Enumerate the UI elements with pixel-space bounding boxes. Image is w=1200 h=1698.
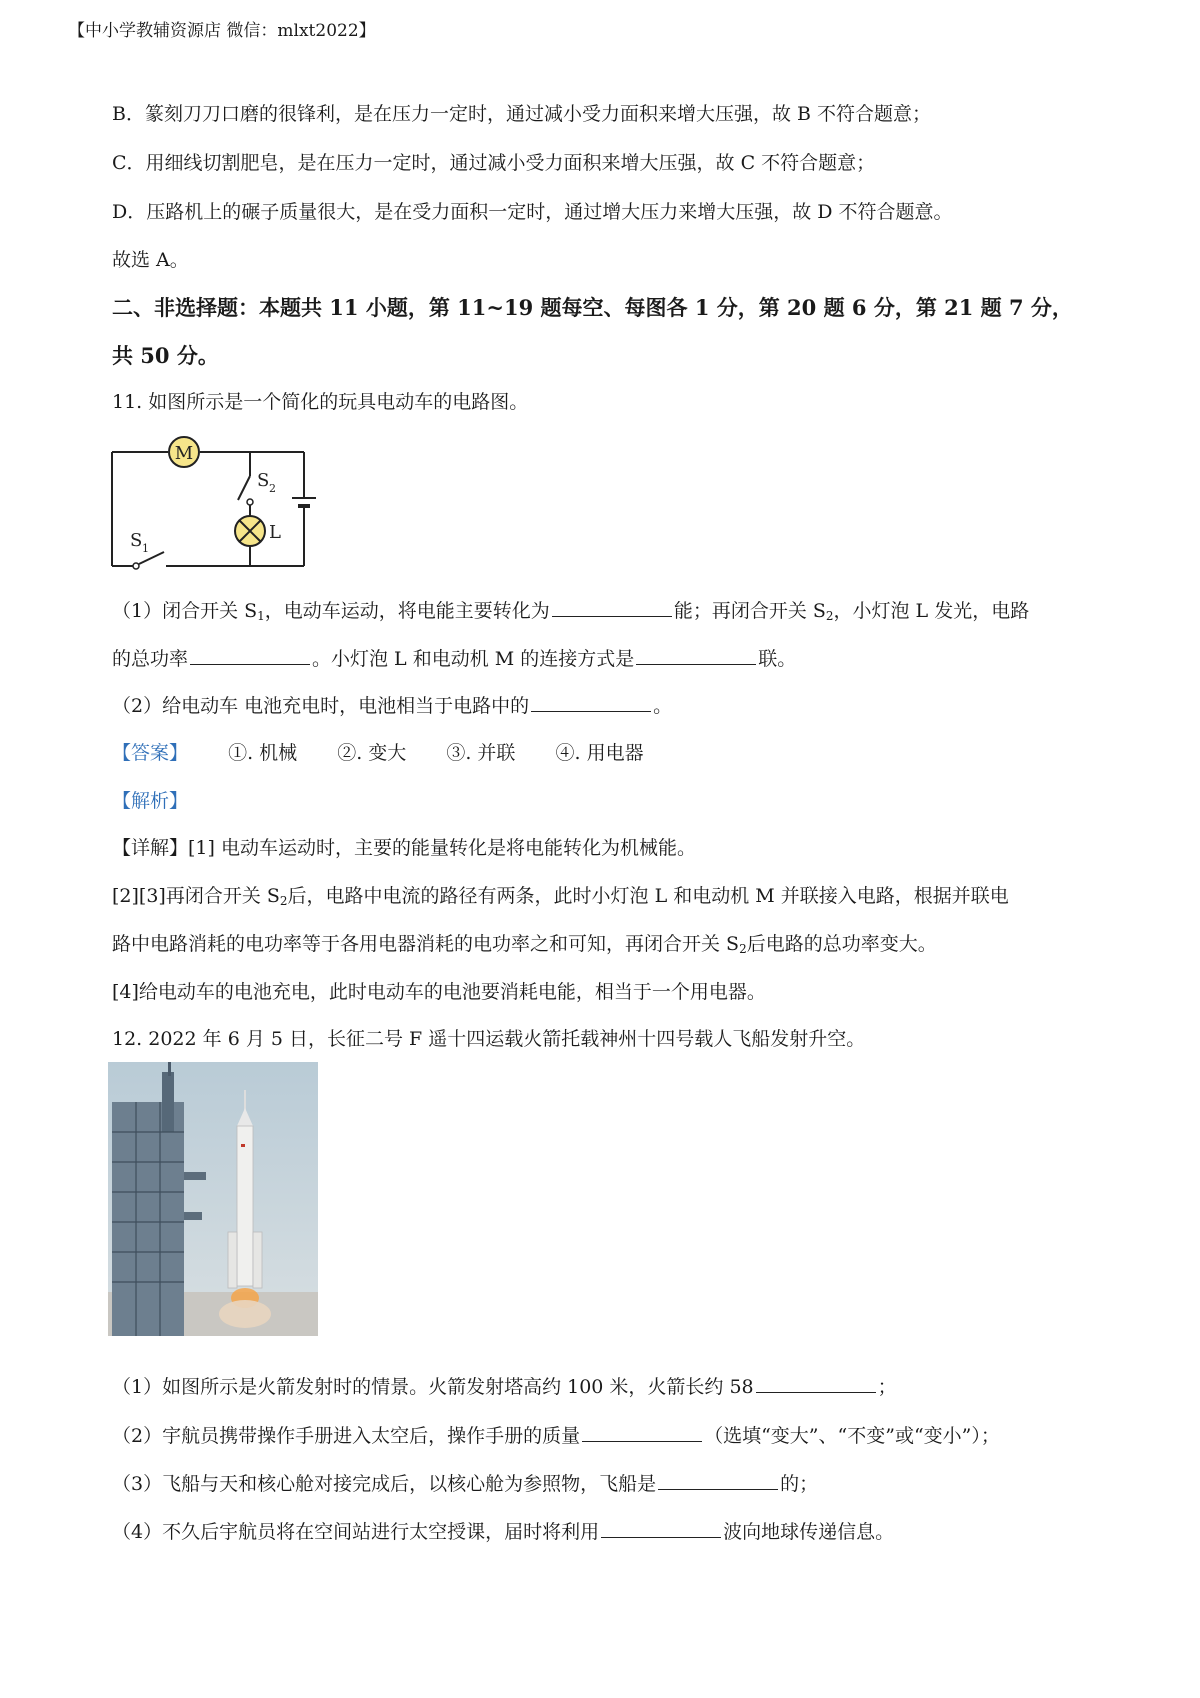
s2-label: S — [257, 470, 270, 491]
analysis-label: 【解析】 — [112, 790, 189, 812]
s2-sub: 2 — [269, 482, 276, 495]
rocket-launch-photo — [108, 1062, 318, 1336]
answer-blank-1[interactable] — [552, 598, 672, 617]
motor-icon — [169, 437, 199, 467]
circuit-diagram — [106, 430, 326, 580]
answer-label: 【答案】 — [112, 742, 189, 764]
answer-item: ③. 并联 — [446, 742, 516, 764]
q10-option-d: D．压路机上的碾子质量很大，是在受力面积一定时，通过增大压力来增大压强，故 D 不符合题意。 — [112, 201, 953, 223]
motor-label: M — [174, 443, 194, 464]
s1-label: S — [130, 530, 143, 551]
answer-blank-7[interactable] — [658, 1471, 778, 1490]
page-header: 【中小学教辅资源店 微信：mlxt2022】 — [68, 21, 376, 41]
q12-stem: 12. 2022 年 6 月 5 日，长征二号 F 遥十四运载火箭托载神州十四号载人飞船发射升空。 — [112, 1028, 866, 1050]
detail-1: 【详解】[1] 电动车运动时，主要的能量转化是将电能转化为机械能。 — [112, 837, 696, 859]
q11-part1-line1: （1）闭合开关 $S_1$，电动车运动，将电能主要转化为 能；再闭合开关 $S_2$，小灯泡 L 发光，电路 — [112, 600, 1030, 623]
answer-blank-4[interactable] — [531, 693, 651, 712]
q11-part1-line2: 的总功率 。小灯泡 L 和电动机 M 的连接方式是 联。 — [112, 648, 797, 670]
answer-item: ①. 机械 — [228, 742, 298, 764]
lamp-label: L — [269, 522, 281, 543]
switch-s1-icon — [130, 530, 164, 569]
answer-blank-8[interactable] — [601, 1519, 721, 1538]
lamp-icon — [235, 516, 281, 546]
answer-blank-6[interactable] — [582, 1423, 702, 1442]
detail-4: [4]给电动车的电池充电，此时电动车的电池要消耗电能，相当于一个用电器。 — [112, 981, 766, 1003]
battery-icon — [292, 498, 316, 506]
answer-item: ④. 用电器 — [555, 742, 644, 764]
answer-blank-2[interactable] — [190, 646, 310, 665]
q12-part3: （3）飞船与天和核心舱对接完成后，以核心舱为参照物，飞船是 的； — [112, 1473, 819, 1495]
q10-option-c: C．用细线切割肥皂，是在压力一定时，通过减小受力面积来增大压强，故 C 不符合题意； — [112, 152, 876, 174]
q12-part4: （4）不久后宇航员将在空间站进行太空授课，届时将利用 波向地球传递信息。 — [112, 1521, 895, 1543]
section-heading-line1: 二、非选择题：本题共 11 小题，第 11~19 题每空、每图各 1 分，第 20 题 6 分，第 21 题 7 分， — [112, 295, 1073, 320]
detail-2: [2][3]再闭合开关 $S_2$后，电路中电流的路径有两条，此时小灯泡 L 和电动机 M 并联接入电路，根据并联电 — [112, 885, 1009, 908]
q12-part1: （1）如图所示是火箭发射时的情景。火箭发射塔高约 100 米，火箭长约 58 ； — [112, 1376, 897, 1398]
switch-s2-icon — [238, 470, 276, 505]
section-heading-line2: 共 50 分。 — [112, 343, 219, 368]
answer-blank-3[interactable] — [636, 646, 756, 665]
q10-choice: 故选 A。 — [112, 249, 189, 271]
answer-blank-5[interactable] — [756, 1374, 876, 1393]
q11-part2: （2）给电动车 电池充电时，电池相当于电路中的 。 — [112, 695, 673, 717]
q10-option-b: B．篆刻刀刀口磨的很锋利，是在压力一定时，通过减小受力面积来增大压强，故 B 不符合题意； — [112, 103, 932, 125]
q12-part2: （2）宇航员携带操作手册进入太空后，操作手册的质量 （选填“变大”、“不变”或“变小”）； — [112, 1425, 1000, 1447]
s1-sub: 1 — [142, 542, 149, 555]
q11-stem: 11. 如图所示是一个简化的玩具电动车的电路图。 — [112, 391, 529, 413]
q11-answer-row — [112, 741, 678, 765]
detail-3: 路中电路消耗的电功率等于各用电器消耗的电功率之和可知，再闭合开关 $S_2$后电路的总功率变大。 — [112, 933, 937, 956]
answer-item: ②. 变大 — [337, 742, 407, 764]
